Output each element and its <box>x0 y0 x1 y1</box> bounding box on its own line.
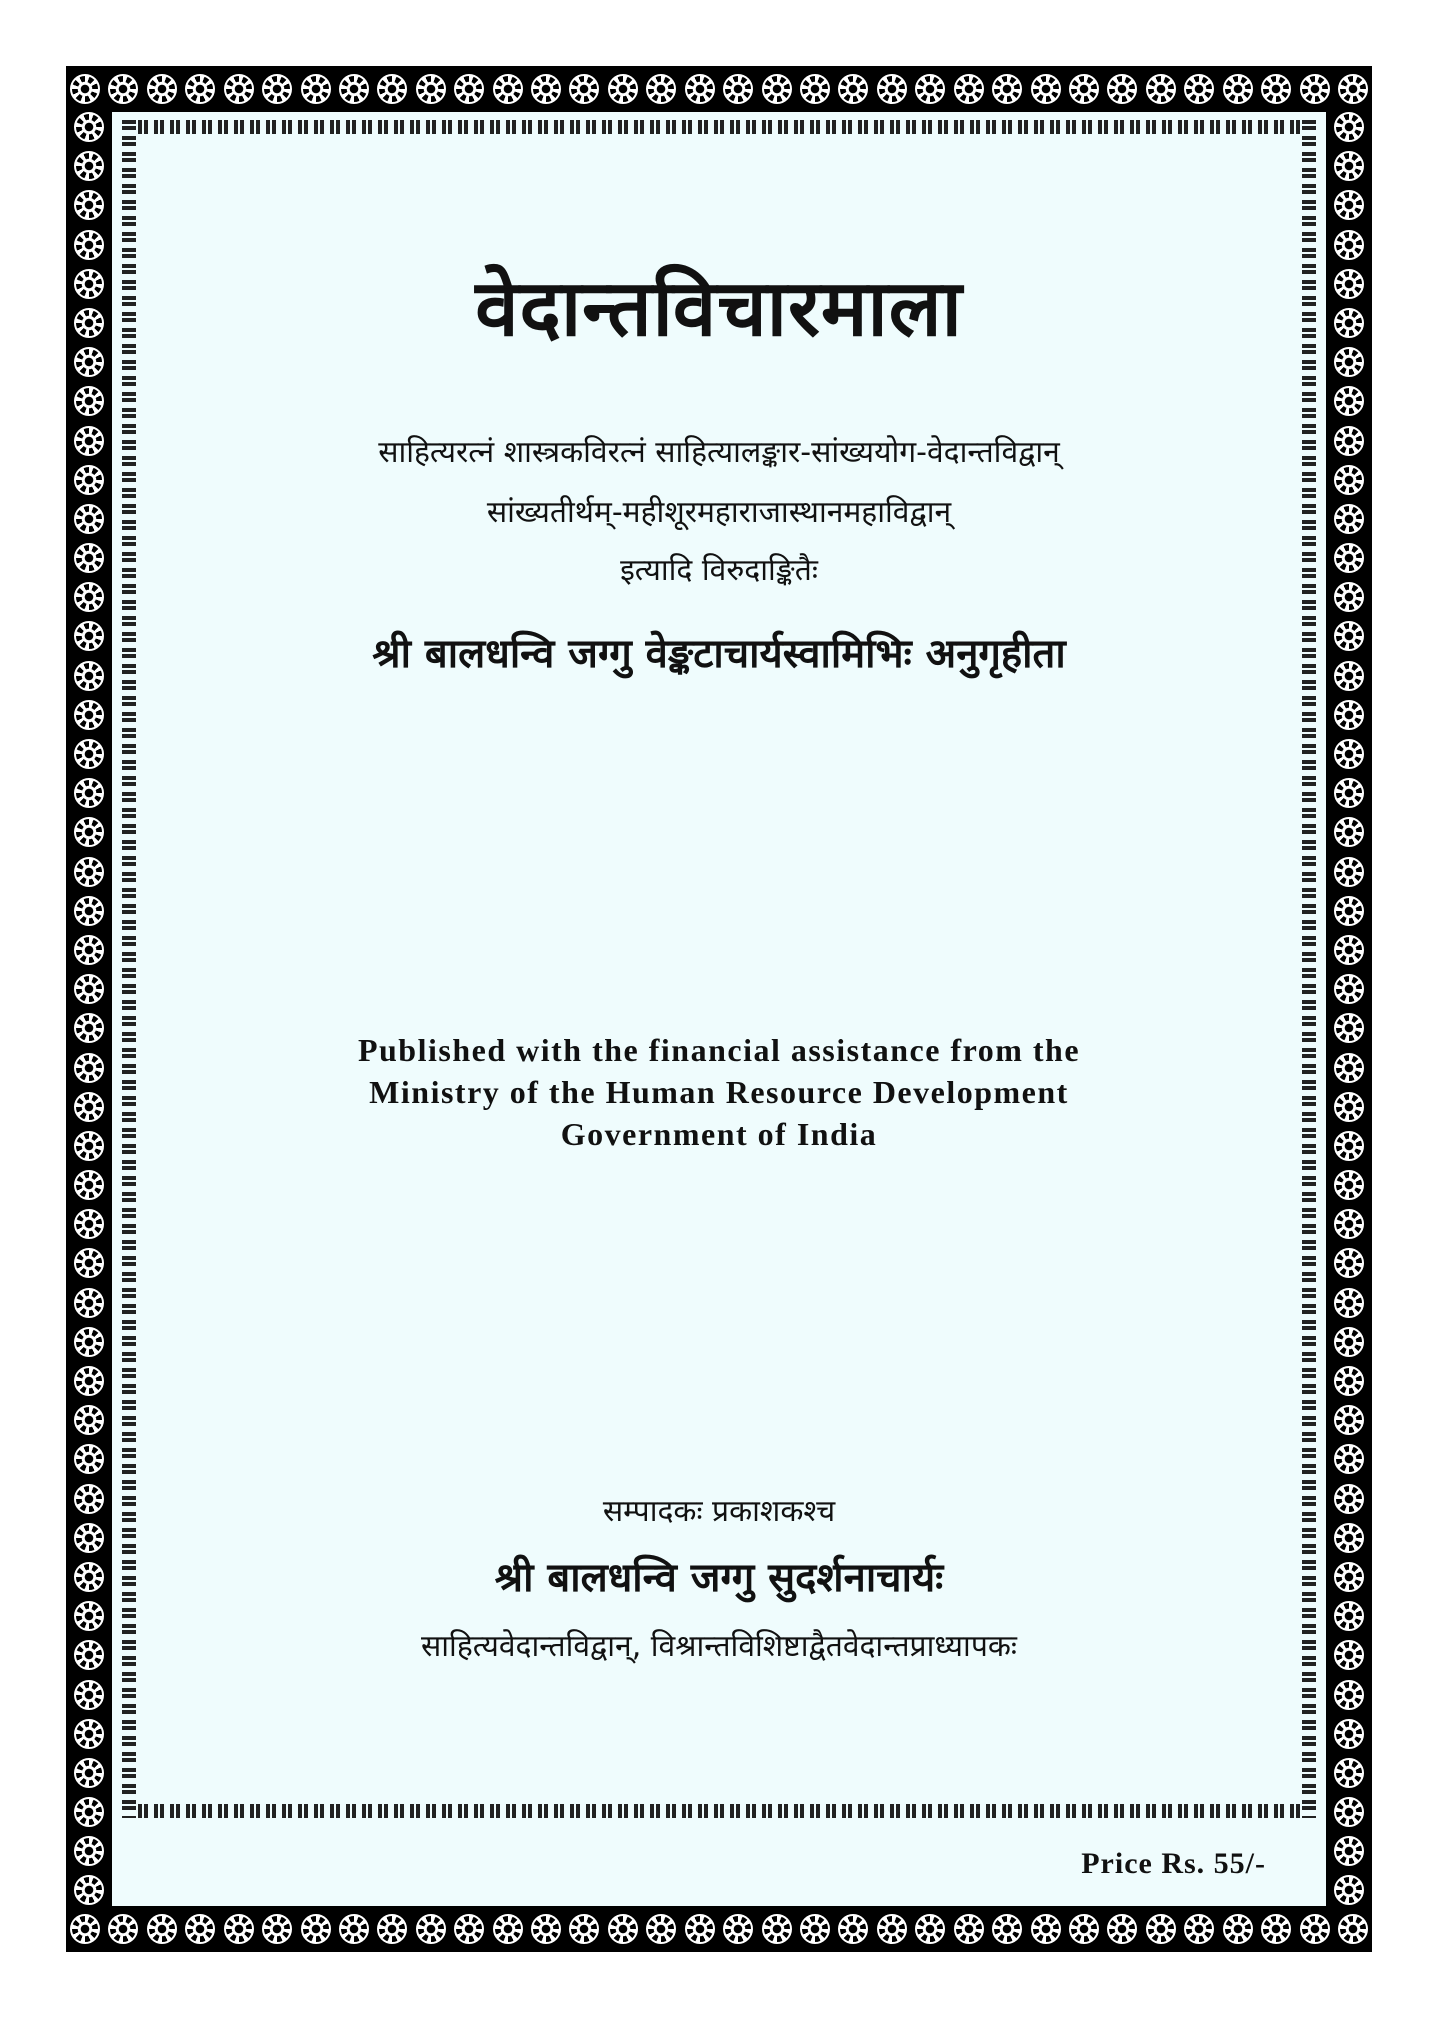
flower-ornament-icon <box>1334 1092 1364 1122</box>
flower-ornament-icon <box>762 74 792 104</box>
flower-ornament-icon <box>74 1170 104 1200</box>
editor-name: श्री बालधन्वि जग्गु सुदर्शनाचार्यः <box>494 1555 944 1601</box>
flower-ornament-icon <box>1334 896 1364 926</box>
flower-ornament-icon <box>74 1680 104 1710</box>
flower-ornament-icon <box>992 74 1022 104</box>
flower-ornament-icon <box>74 1327 104 1357</box>
inner-border-top <box>122 120 1316 134</box>
flower-ornament-icon <box>608 1914 638 1944</box>
flower-ornament-icon <box>74 1562 104 1592</box>
flower-ornament-icon <box>685 1914 715 1944</box>
flower-ornament-icon <box>147 1914 177 1944</box>
flower-ornament-icon <box>838 1914 868 1944</box>
flower-ornament-icon <box>74 1484 104 1514</box>
flower-ornament-icon <box>74 1875 104 1905</box>
flower-ornament-icon <box>1146 74 1176 104</box>
flower-ornament-icon <box>1334 1013 1364 1043</box>
flower-ornament-icon <box>1334 347 1364 377</box>
flower-ornament-icon <box>1334 465 1364 495</box>
flower-ornament-icon <box>1334 817 1364 847</box>
credentials-line-2: सांख्यतीर्थम्-महीशूरमहाराजास्थानमहाविद्वान् <box>486 495 952 530</box>
flower-ornament-icon <box>74 1523 104 1553</box>
flower-ornament-icon <box>1334 504 1364 534</box>
author-line: श्री बालधन्वि जग्गु वेङ्कटाचार्यस्वामिभिः अनुगृहीता <box>372 631 1066 677</box>
flower-ornament-icon <box>1334 1523 1364 1553</box>
flower-ornament-icon <box>70 74 100 104</box>
flower-ornament-icon <box>339 1914 369 1944</box>
flower-ornament-icon <box>147 74 177 104</box>
flower-ornament-icon <box>1261 1914 1291 1944</box>
flower-ornament-icon <box>1300 1914 1330 1944</box>
flower-ornament-icon <box>1334 700 1364 730</box>
flower-ornament-icon <box>74 230 104 260</box>
flower-ornament-icon <box>74 543 104 573</box>
flower-ornament-icon <box>74 582 104 612</box>
flower-ornament-icon <box>74 1288 104 1318</box>
publication-note-line-1: Published with the financial assistance from the <box>357 1032 1081 1068</box>
flower-ornament-icon <box>74 386 104 416</box>
flower-ornament-icon <box>1069 74 1099 104</box>
flower-ornament-icon <box>1184 74 1214 104</box>
flower-ornament-icon <box>74 700 104 730</box>
flower-ornament-icon <box>74 621 104 651</box>
flower-ornament-icon <box>1334 1836 1364 1866</box>
flower-ornament-icon <box>301 1914 331 1944</box>
flower-ornament-icon <box>569 1914 599 1944</box>
flower-ornament-icon <box>1261 74 1291 104</box>
flower-ornament-icon <box>493 1914 523 1944</box>
flower-ornament-icon <box>377 74 407 104</box>
flower-ornament-icon <box>416 74 446 104</box>
flower-ornament-icon <box>74 190 104 220</box>
flower-ornament-icon <box>74 778 104 808</box>
flower-ornament-icon <box>685 74 715 104</box>
flower-ornament-icon <box>1223 1914 1253 1944</box>
flower-ornament-icon <box>1334 1366 1364 1396</box>
flower-ornament-icon <box>1031 1914 1061 1944</box>
flower-ornament-icon <box>1184 1914 1214 1944</box>
flower-ornament-icon <box>262 74 292 104</box>
flower-ornament-icon <box>185 74 215 104</box>
flower-ornament-icon <box>1334 1601 1364 1631</box>
publication-note-line-3: Government of India <box>560 1116 878 1152</box>
flower-ornament-icon <box>1069 1914 1099 1944</box>
flower-ornament-icon <box>74 896 104 926</box>
flower-ornament-icon <box>377 1914 407 1944</box>
flower-ornament-icon <box>1334 857 1364 887</box>
flower-ornament-icon <box>531 1914 561 1944</box>
flower-ornament-icon <box>762 1914 792 1944</box>
flower-ornament-icon <box>224 74 254 104</box>
flower-ornament-icon <box>1334 1170 1364 1200</box>
flower-ornament-icon <box>531 74 561 104</box>
flower-ornament-icon <box>1334 1053 1364 1083</box>
flower-ornament-icon <box>1334 151 1364 181</box>
flower-ornament-icon <box>1334 582 1364 612</box>
flower-ornament-icon <box>74 1053 104 1083</box>
flower-ornament-icon <box>301 74 331 104</box>
flower-ornament-icon <box>454 1914 484 1944</box>
flower-ornament-icon <box>1146 1914 1176 1944</box>
flower-ornament-icon <box>74 426 104 456</box>
flower-ornament-icon <box>1107 74 1137 104</box>
flower-ornament-icon <box>954 1914 984 1944</box>
flower-ornament-icon <box>74 935 104 965</box>
flower-ornament-icon <box>1334 974 1364 1004</box>
flower-ornament-icon <box>877 1914 907 1944</box>
flower-ornament-icon <box>1334 1680 1364 1710</box>
flower-ornament-icon <box>1334 1758 1364 1788</box>
flower-ornament-icon <box>74 504 104 534</box>
flower-ornament-icon <box>262 1914 292 1944</box>
flower-ornament-icon <box>1300 74 1330 104</box>
flower-ornament-icon <box>185 1914 215 1944</box>
flower-ornament-icon <box>838 74 868 104</box>
flower-ornament-icon <box>74 817 104 847</box>
flower-ornament-icon <box>74 151 104 181</box>
credentials-line-3: इत्यादि विरुदाङ्कितैः <box>620 553 818 588</box>
flower-ornament-icon <box>224 1914 254 1944</box>
flower-ornament-icon <box>1334 1444 1364 1474</box>
publication-note-line-2: Ministry of the Human Resource Development <box>369 1074 1069 1110</box>
flower-ornament-icon <box>1334 1405 1364 1435</box>
flower-ornament-icon <box>74 308 104 338</box>
flower-ornament-icon <box>915 74 945 104</box>
flower-ornament-icon <box>1334 1209 1364 1239</box>
flower-ornament-icon <box>74 857 104 887</box>
flower-ornament-icon <box>493 74 523 104</box>
flower-ornament-icon <box>1334 269 1364 299</box>
flower-ornament-icon <box>339 74 369 104</box>
editor-label: सम्पादकः प्रकाशकश्च <box>602 1494 836 1529</box>
flower-ornament-icon <box>1334 1327 1364 1357</box>
flower-ornament-icon <box>1334 661 1364 691</box>
flower-ornament-icon <box>569 74 599 104</box>
flower-ornament-icon <box>608 74 638 104</box>
flower-ornament-icon <box>1334 739 1364 769</box>
flower-ornament-icon <box>800 74 830 104</box>
flower-ornament-icon <box>74 1719 104 1749</box>
flower-ornament-icon <box>74 1131 104 1161</box>
flower-ornament-icon <box>74 112 104 142</box>
flower-ornament-icon <box>74 1836 104 1866</box>
flower-ornament-icon <box>1334 230 1364 260</box>
flower-ornament-icon <box>1334 1875 1364 1905</box>
flower-ornament-icon <box>1334 426 1364 456</box>
flower-ornament-icon <box>1334 386 1364 416</box>
flower-ornament-icon <box>1334 1797 1364 1827</box>
flower-ornament-icon <box>1334 621 1364 651</box>
book-title: वेदान्तविचारमाला <box>475 264 963 354</box>
flower-ornament-icon <box>1338 1914 1368 1944</box>
flower-ornament-icon <box>74 1366 104 1396</box>
flower-ornament-icon <box>1107 1914 1137 1944</box>
flower-ornament-icon <box>646 1914 676 1944</box>
flower-ornament-icon <box>1334 1131 1364 1161</box>
flower-ornament-icon <box>74 974 104 1004</box>
flower-ornament-icon <box>1338 74 1368 104</box>
flower-ornament-icon <box>954 74 984 104</box>
flower-ornament-icon <box>74 1601 104 1631</box>
inner-border-bottom <box>122 1804 1316 1818</box>
editor-description: साहित्यवेदान्तविद्वान्, विश्रान्तविशिष्टाद्वैतवेदान्तप्राध्यापकः <box>421 1629 1017 1664</box>
flower-ornament-icon <box>1334 1248 1364 1278</box>
flower-ornament-icon <box>74 1758 104 1788</box>
flower-ornament-icon <box>1334 308 1364 338</box>
flower-ornament-icon <box>723 1914 753 1944</box>
flower-ornament-icon <box>74 1092 104 1122</box>
flower-ornament-icon <box>74 1248 104 1278</box>
flower-ornament-icon <box>915 1914 945 1944</box>
flower-ornament-icon <box>1334 1484 1364 1514</box>
flower-ornament-icon <box>1334 778 1364 808</box>
frame-left-ornaments <box>74 112 104 1906</box>
flower-ornament-icon <box>74 1013 104 1043</box>
flower-ornament-icon <box>74 1444 104 1474</box>
flower-ornament-icon <box>723 74 753 104</box>
flower-ornament-icon <box>74 347 104 377</box>
flower-ornament-icon <box>74 739 104 769</box>
flower-ornament-icon <box>1223 74 1253 104</box>
flower-ornament-icon <box>70 1914 100 1944</box>
flower-ornament-icon <box>1334 935 1364 965</box>
flower-ornament-icon <box>1334 1288 1364 1318</box>
flower-ornament-icon <box>74 465 104 495</box>
flower-ornament-icon <box>877 74 907 104</box>
flower-ornament-icon <box>74 269 104 299</box>
flower-ornament-icon <box>992 1914 1022 1944</box>
frame-bottom-ornaments <box>70 1914 1368 1944</box>
flower-ornament-icon <box>74 661 104 691</box>
cover-page <box>112 112 1326 1906</box>
flower-ornament-icon <box>108 74 138 104</box>
flower-ornament-icon <box>1031 74 1061 104</box>
flower-ornament-icon <box>646 74 676 104</box>
flower-ornament-icon <box>1334 1719 1364 1749</box>
flower-ornament-icon <box>1334 1562 1364 1592</box>
flower-ornament-icon <box>1334 1640 1364 1670</box>
flower-ornament-icon <box>108 1914 138 1944</box>
flower-ornament-icon <box>74 1405 104 1435</box>
flower-ornament-icon <box>74 1209 104 1239</box>
flower-ornament-icon <box>74 1640 104 1670</box>
flower-ornament-icon <box>800 1914 830 1944</box>
flower-ornament-icon <box>1334 543 1364 573</box>
flower-ornament-icon <box>1334 112 1364 142</box>
frame-right-ornaments <box>1334 112 1364 1906</box>
flower-ornament-icon <box>454 74 484 104</box>
frame-top-ornaments <box>70 74 1368 104</box>
flower-ornament-icon <box>1334 190 1364 220</box>
flower-ornament-icon <box>74 1797 104 1827</box>
price-label: Price Rs. 55/- <box>1081 1847 1266 1880</box>
flower-ornament-icon <box>416 1914 446 1944</box>
credentials-line-1: साहित्यरत्नं शास्त्रकविरत्नं साहित्यालङ्कार-सांख्ययोग-वेदान्तविद्वान् <box>378 435 1060 470</box>
